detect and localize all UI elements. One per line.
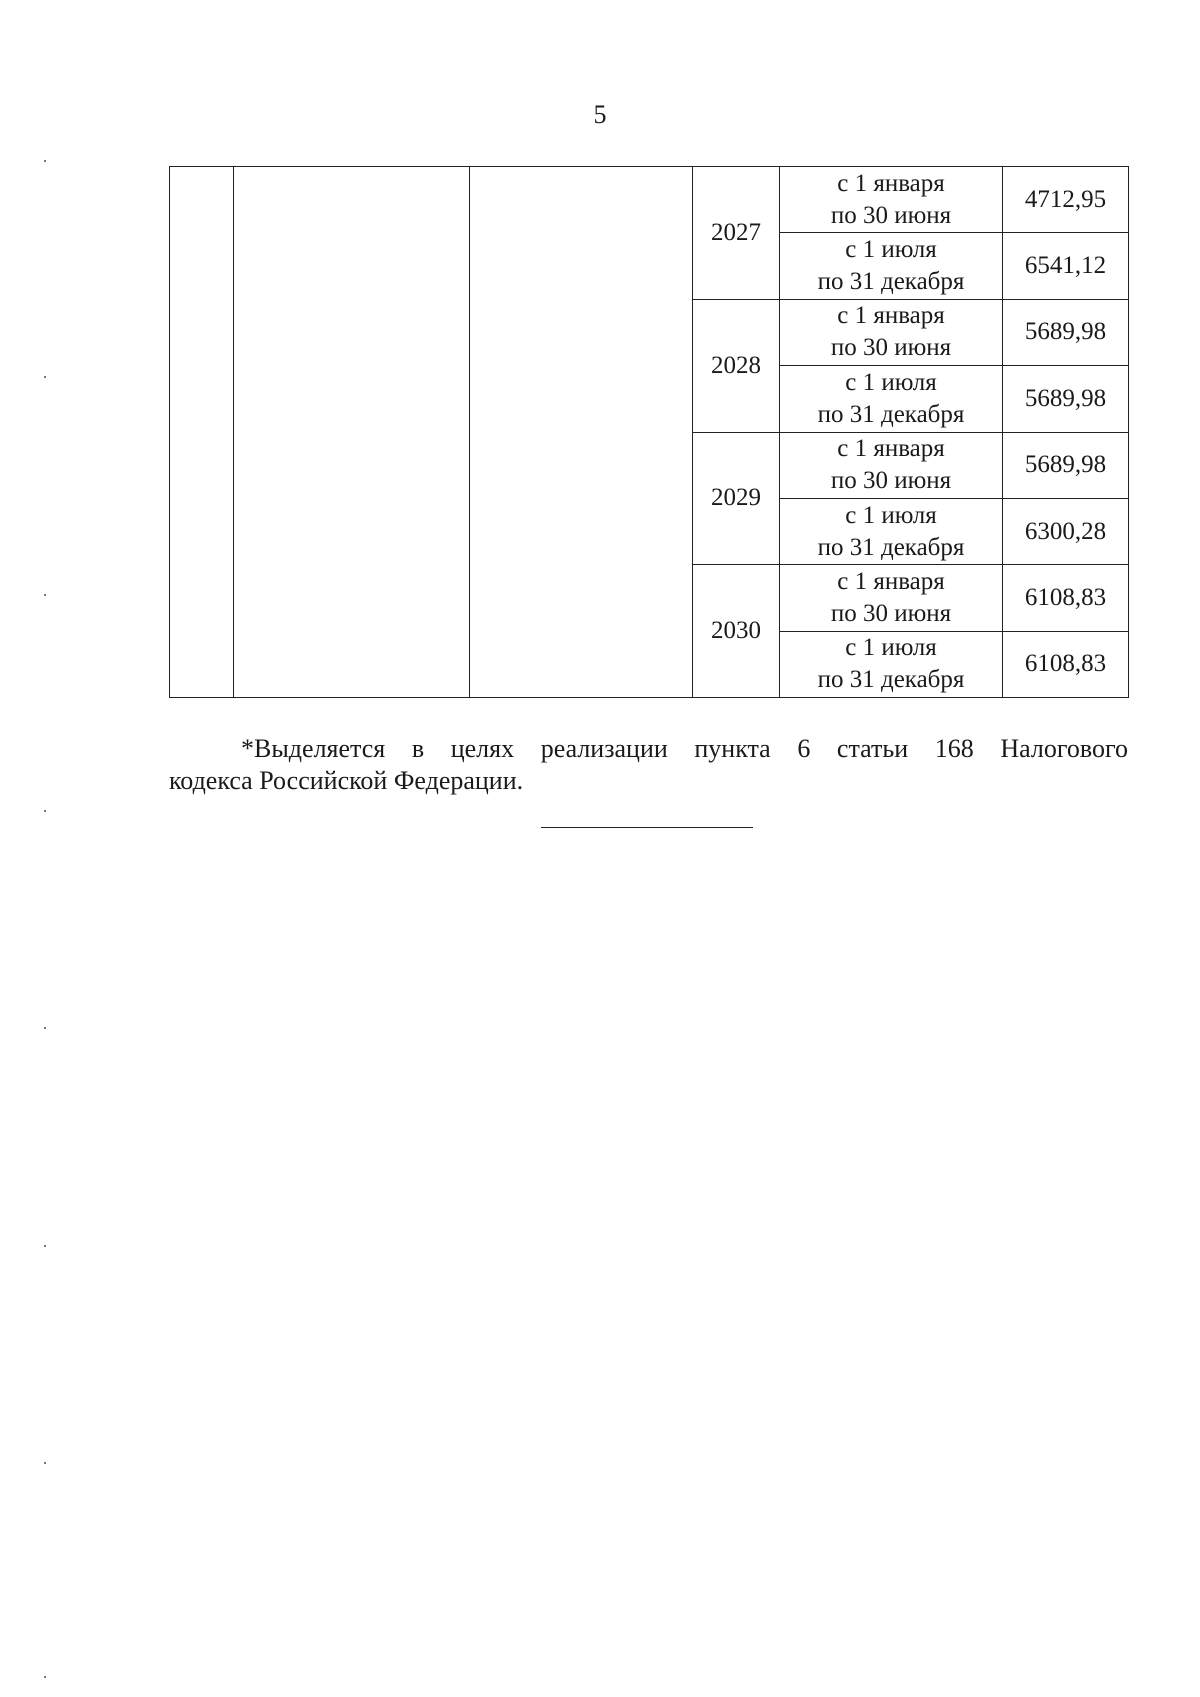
margin-dot: [44, 1462, 46, 1464]
margin-dot: [44, 376, 46, 378]
year-cell: 2027: [693, 167, 780, 300]
period-cell: [780, 366, 1003, 432]
period-start: с 1 января: [837, 435, 945, 463]
period-start: с 1 июля: [845, 501, 937, 529]
period-start: с 1 июля: [845, 634, 937, 662]
margin-dot: [44, 1245, 46, 1247]
period-start: с 1 января: [837, 169, 945, 197]
value-cell: 6108,83: [1003, 631, 1129, 697]
year-cell: 2029: [693, 432, 780, 565]
year-cell: 2028: [693, 299, 780, 432]
period-end: по 30 июня: [830, 201, 952, 229]
value-cell: 5689,98: [1003, 366, 1129, 432]
period-end: по 30 июня: [830, 334, 952, 362]
period-cell: [780, 565, 1003, 631]
table-row: [170, 167, 1129, 233]
period-cell: [780, 498, 1003, 564]
margin-dot: [44, 1676, 46, 1678]
period-end: по 31 декабря: [817, 666, 965, 694]
margin-dot: [44, 810, 46, 812]
period-end: по 31 декабря: [817, 400, 965, 428]
margin-dot: [44, 594, 46, 596]
value-cell: 4712,95: [1003, 167, 1129, 233]
period-cell: [780, 167, 1003, 233]
period-start: с 1 июля: [845, 236, 937, 264]
tariff-table: [169, 166, 1129, 698]
footnote: [169, 733, 1128, 797]
value-cell: 6541,12: [1003, 233, 1129, 299]
value-cell: 5689,98: [1003, 299, 1129, 365]
value-cell: 5689,98: [1003, 432, 1129, 498]
period-cell: [780, 233, 1003, 299]
period-cell: [780, 299, 1003, 365]
empty-cell-col3: [470, 167, 693, 698]
empty-cell-col1: [170, 167, 234, 698]
value-cell: 6300,28: [1003, 498, 1129, 564]
period-cell: [780, 631, 1003, 697]
page-number: 5: [593, 100, 607, 129]
year-cell: 2030: [693, 565, 780, 698]
footnote-line-1: *Выделяется в целях реализации пункта 6 статьи 168 Налогового: [241, 734, 1128, 763]
closing-rule: [541, 827, 753, 828]
period-start: с 1 января: [837, 567, 945, 595]
margin-dot: [44, 160, 46, 162]
period-end: по 31 декабря: [817, 268, 965, 296]
period-start: с 1 января: [837, 302, 945, 330]
period-end: по 30 июня: [830, 467, 952, 495]
footnote-line-2: кодекса Российской Федерации.: [169, 766, 524, 795]
value-cell: 6108,83: [1003, 565, 1129, 631]
period-cell: [780, 432, 1003, 498]
period-end: по 31 декабря: [817, 533, 965, 561]
period-start: с 1 июля: [845, 368, 937, 396]
empty-cell-col2: [234, 167, 470, 698]
period-end: по 30 июня: [830, 599, 952, 627]
margin-dot: [44, 1027, 46, 1029]
